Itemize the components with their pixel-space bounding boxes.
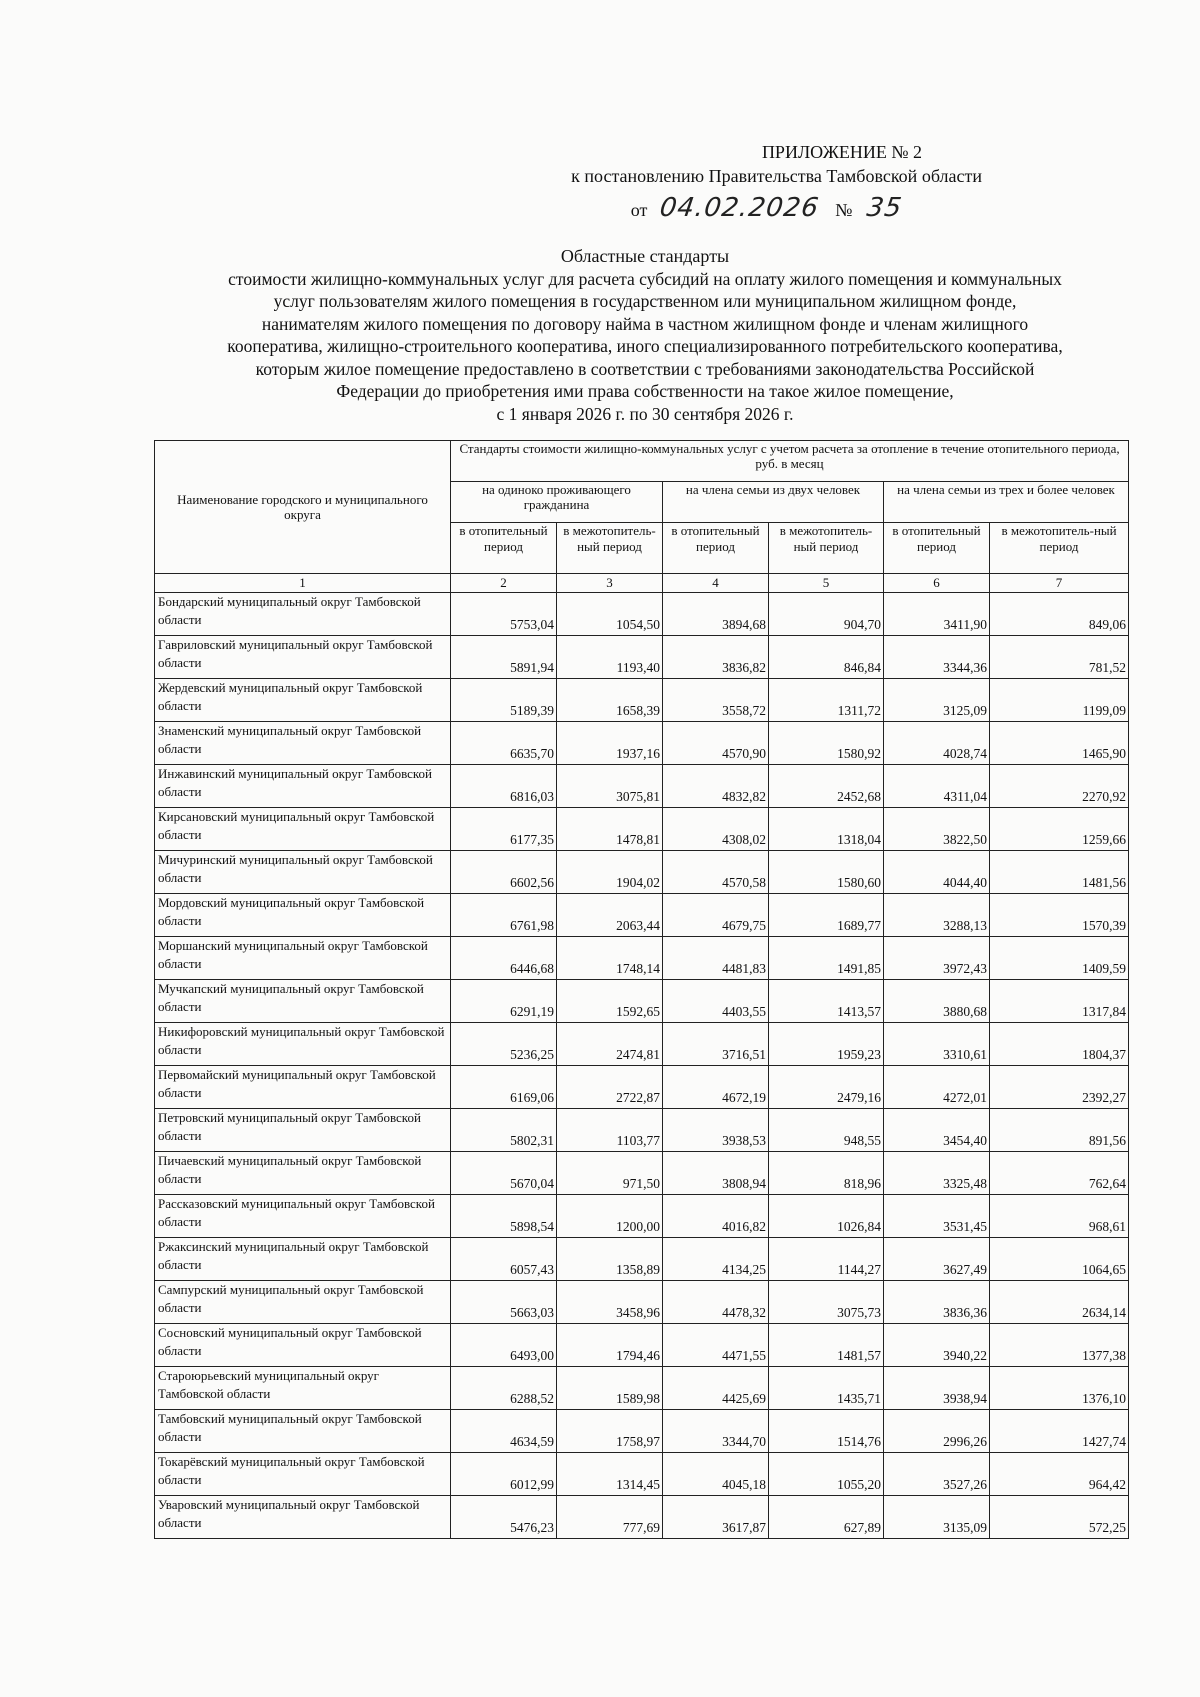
value-cell: 3938,53 <box>663 1109 769 1152</box>
district-name: Инжавинский муниципальный округ Тамбовской области <box>155 765 451 808</box>
value-cell: 3344,70 <box>663 1410 769 1453</box>
value-cell: 1570,39 <box>990 894 1129 937</box>
district-name: Бондарский муниципальный округ Тамбовской области <box>155 593 451 636</box>
period-header: в отопительный период <box>663 523 769 574</box>
district-name: Рассказовский муниципальный округ Тамбовской области <box>155 1195 451 1238</box>
value-cell: 1427,74 <box>990 1410 1129 1453</box>
table-row <box>155 851 1129 894</box>
value-cell: 1200,00 <box>557 1195 663 1238</box>
title-line: услуг пользователям жилого помещения в государственном или муниципальном жилищном фонде, <box>273 291 1017 311</box>
table-row <box>155 980 1129 1023</box>
value-cell: 1026,84 <box>769 1195 884 1238</box>
value-cell: 1376,10 <box>990 1367 1129 1410</box>
value-cell: 1478,81 <box>557 808 663 851</box>
value-cell: 777,69 <box>557 1496 663 1539</box>
handwritten-number: 35 <box>864 193 905 223</box>
value-cell: 968,61 <box>990 1195 1129 1238</box>
value-cell: 1054,50 <box>557 593 663 636</box>
value-cell: 2452,68 <box>769 765 884 808</box>
period-header: в межотопитель-ный период <box>990 523 1129 574</box>
value-cell: 3531,45 <box>884 1195 990 1238</box>
value-cell: 4016,82 <box>663 1195 769 1238</box>
title-line: с 1 января 2026 г. по 30 сентября 2026 г. <box>496 403 794 424</box>
value-cell: 3822,50 <box>884 808 990 851</box>
value-cell: 3836,82 <box>663 636 769 679</box>
value-cell: 6291,19 <box>451 980 557 1023</box>
group-header: Стандарты стоимости жилищно-коммунальных услуг с учетом расчета за отопление в течение отопительного периода, руб. в месяц <box>451 441 1129 482</box>
value-cell: 1193,40 <box>557 636 663 679</box>
column-number: 2 <box>451 574 557 593</box>
table-row <box>155 1023 1129 1066</box>
table-row <box>155 1238 1129 1281</box>
value-cell: 3808,94 <box>663 1152 769 1195</box>
value-cell: 3075,73 <box>769 1281 884 1324</box>
column-number: 6 <box>884 574 990 593</box>
value-cell: 3617,87 <box>663 1496 769 1539</box>
table-row <box>155 1367 1129 1410</box>
value-cell: 1103,77 <box>557 1109 663 1152</box>
column-number: 1 <box>155 574 451 593</box>
column-number: 5 <box>769 574 884 593</box>
value-cell: 5663,03 <box>451 1281 557 1324</box>
from-label: от <box>630 200 648 220</box>
period-header: в отопительный период <box>884 523 990 574</box>
district-name: Староюрьевский муниципальный округ Тамбовской области <box>155 1367 451 1410</box>
table-row <box>155 765 1129 808</box>
value-cell: 4403,55 <box>663 980 769 1023</box>
value-cell: 6602,56 <box>451 851 557 894</box>
value-cell: 2270,92 <box>990 765 1129 808</box>
column-number: 4 <box>663 574 769 593</box>
value-cell: 3288,13 <box>884 894 990 937</box>
value-cell: 6057,43 <box>451 1238 557 1281</box>
value-cell: 2063,44 <box>557 894 663 937</box>
value-cell: 1689,77 <box>769 894 884 937</box>
table-row <box>155 937 1129 980</box>
value-cell: 3075,81 <box>557 765 663 808</box>
value-cell: 3458,96 <box>557 1281 663 1324</box>
value-cell: 5670,04 <box>451 1152 557 1195</box>
appendix-block <box>571 140 982 222</box>
value-cell: 2474,81 <box>557 1023 663 1066</box>
value-cell: 6635,70 <box>451 722 557 765</box>
value-cell: 3558,72 <box>663 679 769 722</box>
value-cell: 3627,49 <box>884 1238 990 1281</box>
value-cell: 3135,09 <box>884 1496 990 1539</box>
title-line: нанимателям жилого помещения по договору найма в частном жилищном фонде и членам жилищного <box>261 313 1029 334</box>
document-title <box>150 245 1140 425</box>
value-cell: 4481,83 <box>663 937 769 980</box>
value-cell: 1259,66 <box>990 808 1129 851</box>
value-cell: 5898,54 <box>451 1195 557 1238</box>
value-cell: 2479,16 <box>769 1066 884 1109</box>
value-cell: 1311,72 <box>769 679 884 722</box>
value-cell: 4832,82 <box>663 765 769 808</box>
table-row <box>155 1453 1129 1496</box>
district-name: Сампурский муниципальный округ Тамбовской области <box>155 1281 451 1324</box>
district-name: Гавриловский муниципальный округ Тамбовской области <box>155 636 451 679</box>
name-column-header: Наименование городского и муниципального округа <box>155 441 451 574</box>
value-cell: 891,56 <box>990 1109 1129 1152</box>
value-cell: 4045,18 <box>663 1453 769 1496</box>
district-name: Пичаевский муниципальный округ Тамбовской области <box>155 1152 451 1195</box>
value-cell: 849,06 <box>990 593 1129 636</box>
table-row <box>155 894 1129 937</box>
district-name: Мордовский муниципальный округ Тамбовской области <box>155 894 451 937</box>
value-cell: 1358,89 <box>557 1238 663 1281</box>
value-cell: 4044,40 <box>884 851 990 894</box>
value-cell: 1377,38 <box>990 1324 1129 1367</box>
period-header: в межотопитель-ный период <box>557 523 663 574</box>
value-cell: 1144,27 <box>769 1238 884 1281</box>
district-name: Первомайский муниципальный округ Тамбовской области <box>155 1066 451 1109</box>
value-cell: 3310,61 <box>884 1023 990 1066</box>
table-row <box>155 1410 1129 1453</box>
title-line: стоимости жилищно-коммунальных услуг для расчета субсидий на оплату жилого помещения и коммунальных <box>228 268 1062 289</box>
value-cell: 3972,43 <box>884 937 990 980</box>
value-cell: 1589,98 <box>557 1367 663 1410</box>
value-cell: 2996,26 <box>884 1410 990 1453</box>
district-name: Мучкапский муниципальный округ Тамбовской области <box>155 980 451 1023</box>
table-row <box>155 1195 1129 1238</box>
value-cell: 2634,14 <box>990 1281 1129 1324</box>
value-cell: 1658,39 <box>557 679 663 722</box>
value-cell: 1794,46 <box>557 1324 663 1367</box>
table-row <box>155 1281 1129 1324</box>
value-cell: 627,89 <box>769 1496 884 1539</box>
value-cell: 904,70 <box>769 593 884 636</box>
column-number: 7 <box>990 574 1129 593</box>
value-cell: 4471,55 <box>663 1324 769 1367</box>
value-cell: 1580,92 <box>769 722 884 765</box>
value-cell: 5753,04 <box>451 593 557 636</box>
value-cell: 1758,97 <box>557 1410 663 1453</box>
district-name: Ржаксинский муниципальный округ Тамбовской области <box>155 1238 451 1281</box>
value-cell: 6493,00 <box>451 1324 557 1367</box>
table-row <box>155 636 1129 679</box>
value-cell: 1804,37 <box>990 1023 1129 1066</box>
value-cell: 4308,02 <box>663 808 769 851</box>
title-line: Федерации до приобретения ими права собственности на такое жилое помещение, <box>336 381 954 401</box>
value-cell: 1748,14 <box>557 937 663 980</box>
value-cell: 5802,31 <box>451 1109 557 1152</box>
value-cell: 971,50 <box>557 1152 663 1195</box>
district-name: Сосновский муниципальный округ Тамбовской области <box>155 1324 451 1367</box>
table-row <box>155 1109 1129 1152</box>
value-cell: 1514,76 <box>769 1410 884 1453</box>
value-cell: 3880,68 <box>884 980 990 1023</box>
district-name: Мичуринский муниципальный округ Тамбовской области <box>155 851 451 894</box>
value-cell: 3894,68 <box>663 593 769 636</box>
value-cell: 1199,09 <box>990 679 1129 722</box>
table-row <box>155 1496 1129 1539</box>
value-cell: 4570,90 <box>663 722 769 765</box>
value-cell: 4478,32 <box>663 1281 769 1324</box>
district-name: Знаменский муниципальный округ Тамбовской области <box>155 722 451 765</box>
value-cell: 1481,56 <box>990 851 1129 894</box>
value-cell: 1055,20 <box>769 1453 884 1496</box>
table-row <box>155 593 1129 636</box>
value-cell: 1413,57 <box>769 980 884 1023</box>
value-cell: 3938,94 <box>884 1367 990 1410</box>
table-row <box>155 1324 1129 1367</box>
value-cell: 1314,45 <box>557 1453 663 1496</box>
value-cell: 818,96 <box>769 1152 884 1195</box>
district-name: Моршанский муниципальный округ Тамбовской области <box>155 937 451 980</box>
value-cell: 6761,98 <box>451 894 557 937</box>
district-name: Токарёвский муниципальный округ Тамбовской области <box>155 1453 451 1496</box>
table-row <box>155 1152 1129 1195</box>
district-name: Тамбовский муниципальный округ Тамбовской области <box>155 1410 451 1453</box>
value-cell: 3125,09 <box>884 679 990 722</box>
value-cell: 4672,19 <box>663 1066 769 1109</box>
table-row <box>155 1066 1129 1109</box>
period-header: в отопительный период <box>451 523 557 574</box>
column-number: 3 <box>557 574 663 593</box>
value-cell: 4134,25 <box>663 1238 769 1281</box>
value-cell: 6012,99 <box>451 1453 557 1496</box>
sub-header-two: на члена семьи из двух человек <box>663 482 884 523</box>
title-line: кооператива, жилищно-строительного кооператива, иного специализированного потребительского кооператива, <box>227 336 1063 356</box>
table-row <box>155 808 1129 851</box>
value-cell: 5891,94 <box>451 636 557 679</box>
value-cell: 3527,26 <box>884 1453 990 1496</box>
district-name: Уваровский муниципальный округ Тамбовской области <box>155 1496 451 1539</box>
title-heading: Областные стандарты <box>560 246 730 266</box>
value-cell: 1937,16 <box>557 722 663 765</box>
appendix-title: ПРИЛОЖЕНИЕ № 2 <box>761 142 922 162</box>
value-cell: 1491,85 <box>769 937 884 980</box>
value-cell: 1592,65 <box>557 980 663 1023</box>
district-name: Никифоровский муниципальный округ Тамбовской области <box>155 1023 451 1066</box>
value-cell: 762,64 <box>990 1152 1129 1195</box>
standards-table <box>154 440 1129 1539</box>
sub-header-three: на члена семьи из трех и более человек <box>884 482 1129 523</box>
value-cell: 3454,40 <box>884 1109 990 1152</box>
value-cell: 3325,48 <box>884 1152 990 1195</box>
value-cell: 5476,23 <box>451 1496 557 1539</box>
value-cell: 1317,84 <box>990 980 1129 1023</box>
value-cell: 6446,68 <box>451 937 557 980</box>
value-cell: 1481,57 <box>769 1324 884 1367</box>
value-cell: 1318,04 <box>769 808 884 851</box>
value-cell: 4679,75 <box>663 894 769 937</box>
title-line: которым жилое помещение предоставлено в соответствии с требованиями законодательства Российской <box>255 358 1035 379</box>
value-cell: 1435,71 <box>769 1367 884 1410</box>
handwritten-date: 04.02.2026 <box>657 193 821 223</box>
value-cell: 5236,25 <box>451 1023 557 1066</box>
value-cell: 964,42 <box>990 1453 1129 1496</box>
district-name: Петровский муниципальный округ Тамбовской области <box>155 1109 451 1152</box>
number-label: № <box>835 200 853 220</box>
value-cell: 4634,59 <box>451 1410 557 1453</box>
value-cell: 948,55 <box>769 1109 884 1152</box>
value-cell: 4570,58 <box>663 851 769 894</box>
appendix-date-line <box>571 193 905 223</box>
value-cell: 1580,60 <box>769 851 884 894</box>
period-header: в межотопитель-ный период <box>769 523 884 574</box>
value-cell: 572,25 <box>990 1496 1129 1539</box>
value-cell: 1409,59 <box>990 937 1129 980</box>
district-name: Кирсановский муниципальный округ Тамбовской области <box>155 808 451 851</box>
value-cell: 6169,06 <box>451 1066 557 1109</box>
value-cell: 3344,36 <box>884 636 990 679</box>
value-cell: 3411,90 <box>884 593 990 636</box>
value-cell: 3940,22 <box>884 1324 990 1367</box>
appendix-reference: к постановлению Правительства Тамбовской области <box>571 166 982 186</box>
value-cell: 3836,36 <box>884 1281 990 1324</box>
value-cell: 1064,65 <box>990 1238 1129 1281</box>
sub-header-single: на одиноко проживающего гражданина <box>451 482 663 523</box>
value-cell: 6177,35 <box>451 808 557 851</box>
value-cell: 2722,87 <box>557 1066 663 1109</box>
value-cell: 6816,03 <box>451 765 557 808</box>
value-cell: 6288,52 <box>451 1367 557 1410</box>
value-cell: 5189,39 <box>451 679 557 722</box>
value-cell: 1465,90 <box>990 722 1129 765</box>
value-cell: 4028,74 <box>884 722 990 765</box>
table-row <box>155 722 1129 765</box>
value-cell: 4311,04 <box>884 765 990 808</box>
value-cell: 1959,23 <box>769 1023 884 1066</box>
value-cell: 846,84 <box>769 636 884 679</box>
value-cell: 1904,02 <box>557 851 663 894</box>
value-cell: 4272,01 <box>884 1066 990 1109</box>
value-cell: 781,52 <box>990 636 1129 679</box>
value-cell: 4425,69 <box>663 1367 769 1410</box>
table-row <box>155 679 1129 722</box>
district-name: Жердевский муниципальный округ Тамбовской области <box>155 679 451 722</box>
value-cell: 3716,51 <box>663 1023 769 1066</box>
value-cell: 2392,27 <box>990 1066 1129 1109</box>
